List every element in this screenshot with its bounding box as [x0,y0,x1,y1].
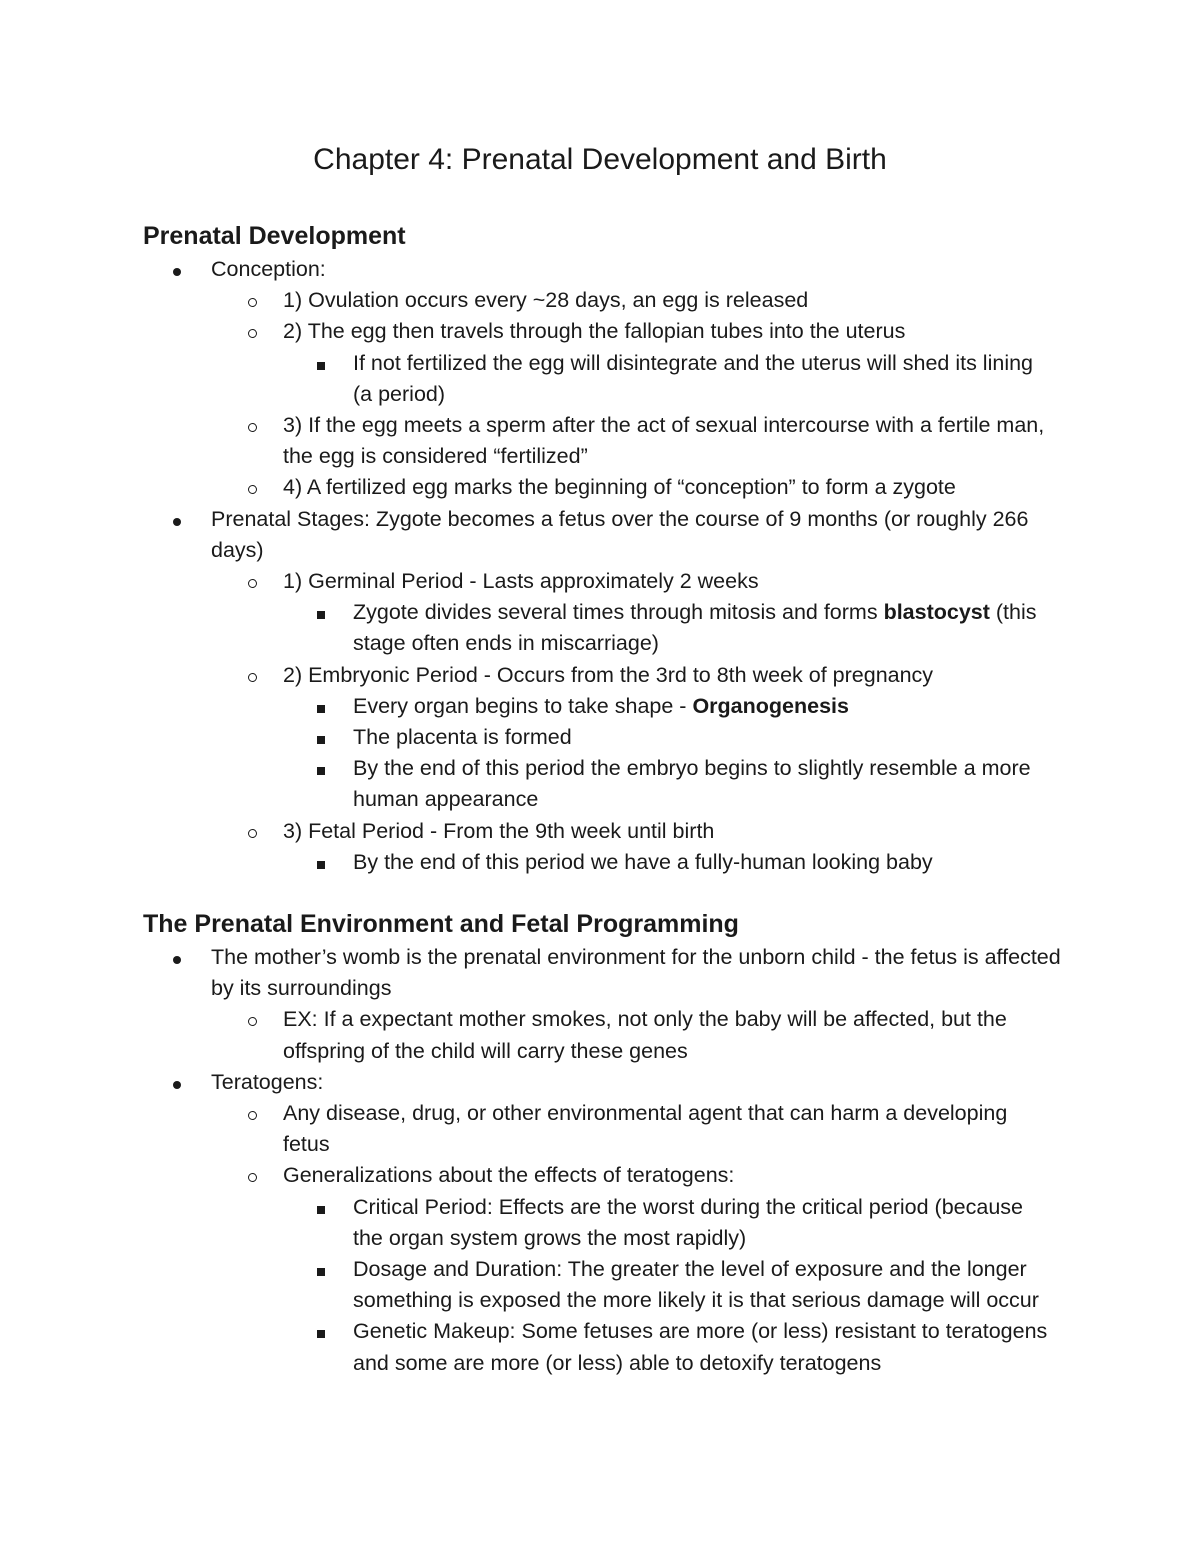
bullet-list [0,254,1200,878]
bullet-dot-icon [173,942,181,973]
fetal-period: 3) Fetal Period - From the 9th week until birth [283,818,715,843]
bullet-square-icon [317,348,325,379]
bullet-circle-icon [248,1098,257,1129]
bullet-circle-icon [248,566,257,597]
list-item [0,472,1058,503]
sub-sub-list [283,1192,1058,1379]
list-item [0,254,1061,504]
germinal-detail: Zygote divides several times through mitosis and forms [353,600,884,625]
list-item [0,1192,1058,1254]
teratogens-definition: Any disease, drug, or other environmental agent that can harm a developing fetus [283,1101,1008,1157]
list-item [0,285,1058,316]
bullet-square-icon [317,1254,325,1285]
bullet-circle-icon [248,316,257,347]
embryonic-period: 2) Embryonic Period - Occurs from the 3rd to 8th week of pregnancy [283,662,934,687]
sub-list [211,1098,1061,1379]
list-item [0,1316,1058,1378]
bullet-square-icon [317,1192,325,1223]
section-prenatal-environment [0,942,1200,1379]
critical-period: Critical Period: Effects are the worst during the critical period (because the organ system grows the most rapidly) [353,1194,1023,1250]
bullet-square-icon [317,753,325,784]
bullet-square-icon [317,847,325,878]
bullet-dot-icon [173,254,181,285]
list-item [0,316,1058,410]
teratogens-label: Teratogens: [211,1069,324,1094]
bullet-circle-icon [248,472,257,503]
germinal-period: 1) Germinal Period - Lasts approximately 2 weeks [283,569,759,594]
list-item [0,847,1058,878]
list-item [0,597,1058,659]
list-item [0,691,1058,722]
conception-step: 4) A fertilized egg marks the beginning of “conception” to form a zygote [283,475,956,500]
embryonic-detail: Every organ begins to take shape - [353,693,693,718]
bullet-circle-icon [248,410,257,441]
list-item [0,753,1058,815]
bullet-list [0,942,1200,1379]
bullet-square-icon [317,597,325,628]
conception-step: 2) The egg then travels through the fallopian tubes into the uterus [283,319,906,344]
sub-list [211,285,1061,503]
bullet-circle-icon [248,1004,257,1035]
embryonic-detail: The placenta is formed [353,725,572,750]
bullet-circle-icon [248,1160,257,1191]
bullet-square-icon [317,722,325,753]
list-item [0,1254,1058,1316]
fetal-detail: By the end of this period we have a fully-human looking baby [353,849,933,874]
bullet-dot-icon [173,1067,181,1098]
bullet-circle-icon [248,285,257,316]
section-heading-prenatal-environment: The Prenatal Environment and Fetal Programming [143,910,739,938]
sub-sub-list [283,348,1058,410]
bullet-circle-icon [248,816,257,847]
womb-text: The mother’s womb is the prenatal environment for the unborn child - the fetus is affected by its surroundings [211,945,1061,1001]
bullet-circle-icon [248,660,257,691]
list-item [0,1098,1058,1160]
sub-list [211,1004,1061,1066]
conception-step: 1) Ovulation occurs every ~28 days, an egg is released [283,288,809,313]
list-item [0,504,1061,878]
sub-sub-list [283,597,1058,659]
sub-list [211,566,1061,878]
list-item [0,566,1058,660]
conception-step: 3) If the egg meets a sperm after the act of sexual intercourse with a fertile man, the egg is considered “fertilized” [283,413,1045,469]
list-item [0,410,1058,472]
bullet-square-icon [317,1316,325,1347]
section-heading-prenatal-development: Prenatal Development [143,222,406,250]
conception-note: If not fertilized the egg will disintegrate and the uterus will shed its lining (a period) [353,350,1034,406]
dosage-duration: Dosage and Duration: The greater the level of exposure and the longer something is exposed the more likely it is that serious damage will occur [353,1257,1039,1313]
list-item [0,348,1058,410]
bullet-dot-icon [173,504,181,535]
list-item [0,816,1058,878]
conception-label: Conception: [211,257,326,281]
list-item [0,722,1058,753]
teratogens-generalizations: Generalizations about the effects of teratogens: [283,1163,735,1188]
genetic-makeup: Genetic Makeup: Some fetuses are more (or less) resistant to teratogens and some are more (or less) able to detoxify teratogens [353,1319,1048,1375]
list-item [0,1160,1058,1378]
prenatal-stages-label: Prenatal Stages: Zygote becomes a fetus over the course of 9 months (or roughly 266 days) [211,506,1029,562]
sub-sub-list [283,691,1058,816]
sub-sub-list [283,847,1058,878]
term-organogenesis: Organogenesis [692,693,849,718]
bullet-square-icon [317,691,325,722]
page-title: Chapter 4: Prenatal Development and Birth [313,143,887,176]
list-item [0,942,1061,1067]
section-prenatal-development [0,254,1200,878]
womb-example: EX: If a expectant mother smokes, not only the baby will be affected, but the offspring of the child will carry these genes [283,1007,1007,1063]
list-item [0,660,1058,816]
germinal-detail-tail: (this stage often ends in miscarriage) [353,600,1037,656]
list-item [0,1067,1061,1379]
term-blastocyst: blastocyst [883,600,990,625]
embryonic-detail: By the end of this period the embryo begins to slightly resemble a more human appearance [353,756,1031,812]
list-item [0,1004,1058,1066]
